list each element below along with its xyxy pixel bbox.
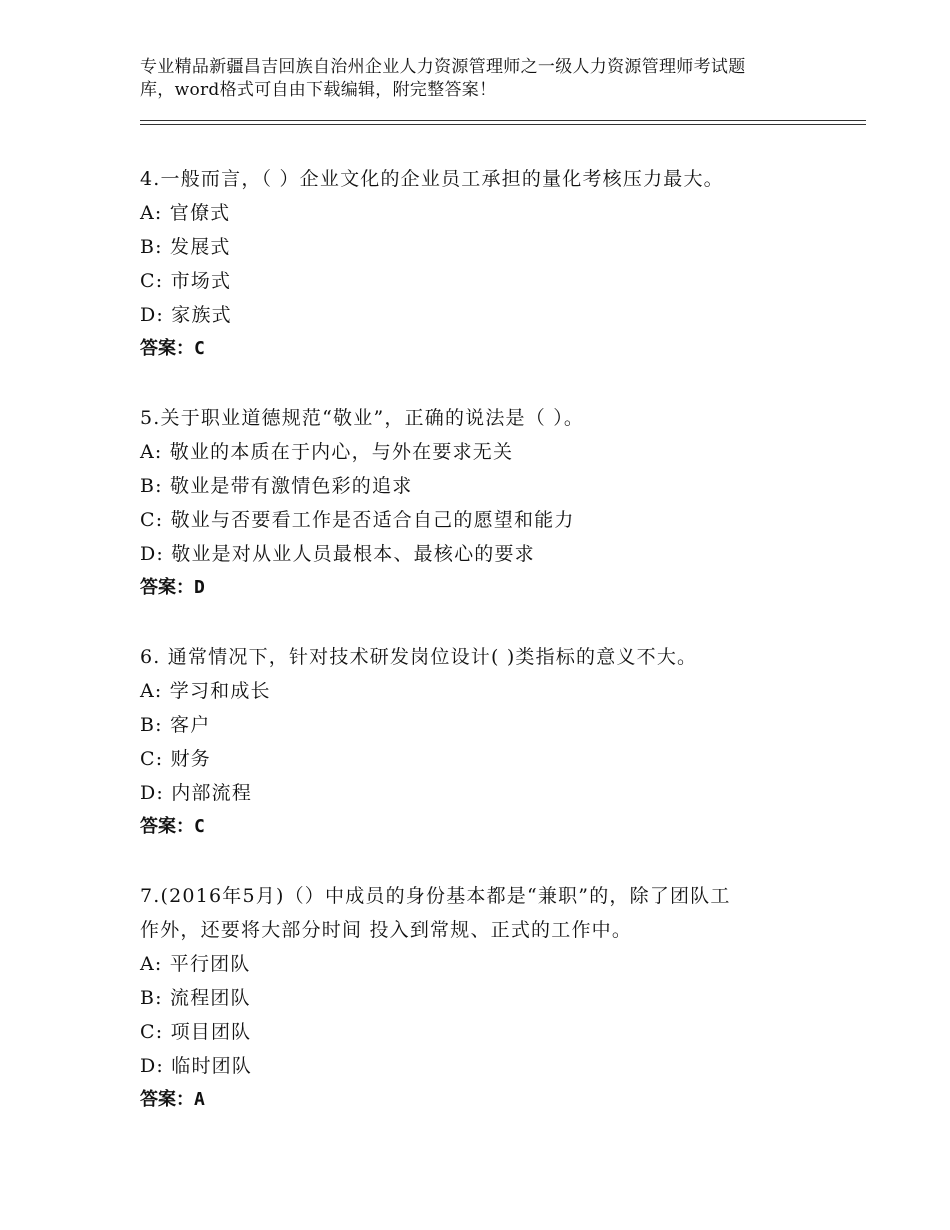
option-b: B: 发展式 <box>140 236 231 258</box>
option-d: D: 内部流程 <box>140 782 253 804</box>
option-b: B: 敬业是带有激情色彩的追求 <box>140 475 413 497</box>
question-block <box>140 162 840 366</box>
document-header <box>140 56 840 102</box>
answer-label: 答案： <box>140 577 194 598</box>
question-block <box>140 879 840 1117</box>
answer-line <box>140 571 840 605</box>
answer-line <box>140 810 840 844</box>
option-c: C: 项目团队 <box>140 1021 252 1043</box>
option-b: B: 客户 <box>140 714 211 736</box>
answer-value: A <box>194 1089 205 1110</box>
answer-value: D <box>194 577 205 598</box>
question-stem-line-2: 作外，还要将大部分时间 投入到常规、正式的工作中。 <box>140 919 633 941</box>
option-c: C: 市场式 <box>140 270 232 292</box>
option-d: D: 临时团队 <box>140 1055 253 1077</box>
question-stem: 4.一般而言，（ ）企业文化的企业员工承担的量化考核压力最大。 <box>140 168 724 190</box>
answer-label: 答案： <box>140 1089 194 1110</box>
header-divider-bottom <box>140 124 866 125</box>
option-b: B: 流程团队 <box>140 987 251 1009</box>
answer-value: C <box>194 338 205 359</box>
answer-line <box>140 1083 840 1117</box>
header-line-2: 库，word格式可自由下载编辑，附完整答案！ <box>140 80 497 100</box>
answer-value: C <box>194 816 205 837</box>
question-stem-line-1: 7.(2016年5月)（）中成员的身份基本都是“兼职”的，除了团队工 <box>140 885 731 907</box>
answer-label: 答案： <box>140 816 194 837</box>
question-block <box>140 640 840 844</box>
option-a: A: 平行团队 <box>140 953 251 975</box>
question-stem: 6. 通常情况下，针对技术研发岗位设计( )类指标的意义不大。 <box>140 646 698 668</box>
option-d: D: 敬业是对从业人员最根本、最核心的要求 <box>140 543 535 565</box>
question-block <box>140 401 840 605</box>
option-a: A: 学习和成长 <box>140 680 271 702</box>
header-line-1: 专业精品新疆昌吉回族自治州企业人力资源管理师之一级人力资源管理师考试题 <box>140 57 746 77</box>
option-a: A: 官僚式 <box>140 202 231 224</box>
header-divider-top <box>140 120 866 121</box>
option-c: C: 财务 <box>140 748 211 770</box>
option-d: D: 家族式 <box>140 304 232 326</box>
question-stem: 5.关于职业道德规范“敬业”，正确的说法是（ ）。 <box>140 407 585 429</box>
option-c: C: 敬业与否要看工作是否适合自己的愿望和能力 <box>140 509 575 531</box>
answer-line <box>140 332 840 366</box>
option-a: A: 敬业的本质在于内心，与外在要求无关 <box>140 441 514 463</box>
answer-label: 答案： <box>140 338 194 359</box>
